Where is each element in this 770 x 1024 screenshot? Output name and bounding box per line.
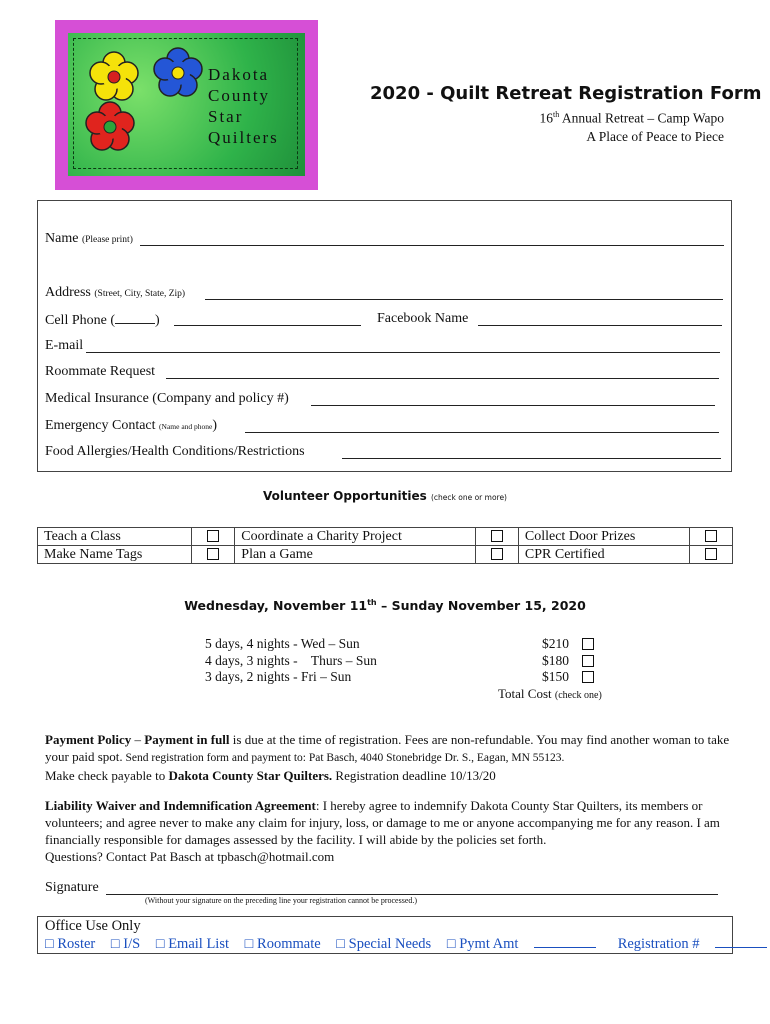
- logo-line-dakota: Dakota: [208, 65, 270, 84]
- medical-insurance-label: Medical Insurance (Company and policy #): [45, 391, 289, 406]
- liability-waiver: Liability Waiver and Indemnification Agreement: I hereby agree to indemnify Dakota County Star Quilters, its members or volunteers; and agree never to make any claim for injury, loss, or damage to me or anyone accompanying me for any reason. I am financially responsible for damages assessed by the facility. I will abide by the policies set forth. Questions? Contact Pat Basch at tpbasch@hotmail.com: [45, 798, 720, 864]
- volunteer-table: [37, 527, 733, 564]
- roommate-request-field[interactable]: [166, 378, 719, 379]
- payment-policy: Payment Policy – Payment in full is due at the time of registration. Fees are non-refundable. You may find another woman to take your paid spot. Send registration form and payment to: Pat Basch, 4040 Stonebridge Dr. S., Eagan, MN 55123. Make check payable to Dakota County Star Quilters. Registration deadline 10/13/20: [45, 732, 730, 783]
- emergency-contact-field[interactable]: [245, 432, 719, 433]
- table-row: [38, 528, 733, 546]
- email-label: E-mail: [45, 338, 84, 353]
- medical-insurance-field[interactable]: [311, 405, 715, 406]
- total-cost-label: Total Cost (check one): [498, 686, 602, 701]
- option-3-days: 3 days, 2 nights - Fri – Sun: [205, 669, 352, 684]
- option-5-days: 5 days, 4 nights - Wed – Sun: [205, 636, 360, 651]
- cell-phone-field[interactable]: [174, 325, 361, 326]
- table-row: [38, 546, 733, 564]
- logo-line-star: Star: [208, 107, 244, 126]
- roommate-request-label: Roommate Request: [45, 364, 156, 379]
- teach-class-checkbox[interactable]: [207, 530, 219, 542]
- office-roster[interactable]: □ Roster: [45, 936, 96, 952]
- office-use-row: [45, 935, 770, 953]
- office-payment-amount[interactable]: □ Pymt Amt: [447, 936, 608, 952]
- door-prizes-checkbox[interactable]: [705, 530, 717, 542]
- retreat-tagline: A Place of Peace to Piece: [586, 129, 724, 144]
- retreat-subtitle: 16th Annual Retreat – Camp Wapo: [539, 110, 724, 126]
- signature-field[interactable]: [106, 894, 718, 895]
- email-field[interactable]: [86, 352, 720, 353]
- name-tags-checkbox[interactable]: [207, 548, 219, 560]
- charity-project-checkbox[interactable]: [491, 530, 503, 542]
- cell-phone-label: Cell Phone ( ): [45, 313, 160, 328]
- red-flower-icon: [86, 102, 134, 150]
- address-field[interactable]: [205, 299, 723, 300]
- plan-game-checkbox[interactable]: [491, 548, 503, 560]
- food-allergies-field[interactable]: [342, 458, 721, 459]
- flower-icons: [80, 45, 210, 165]
- volunteer-option: Teach a Class: [38, 528, 192, 546]
- volunteer-option: Coordinate a Charity Project: [235, 528, 476, 546]
- retreat-dates: Wednesday, November 11th – Sunday November 15, 2020: [184, 598, 586, 614]
- logo-line-county: County: [208, 86, 271, 105]
- volunteer-option: Collect Door Prizes: [518, 528, 689, 546]
- form-title: 2020 - Quilt Retreat Registration Form: [370, 83, 762, 104]
- volunteer-option: Plan a Game: [235, 546, 476, 564]
- emergency-contact-label: Emergency Contact (Name and phone): [45, 418, 218, 433]
- signature-label: Signature: [45, 880, 99, 895]
- facebook-name-label: Facebook Name: [377, 311, 469, 326]
- price-3-days: $150: [542, 669, 569, 684]
- price-5-days: $210: [542, 636, 569, 651]
- option-4-days: 4 days, 3 nights - Thurs – Sun: [205, 653, 377, 668]
- price-4-days: $180: [542, 653, 569, 668]
- address-field-label: Address (Street, City, State, Zip): [45, 285, 186, 300]
- option-4-days-checkbox[interactable]: [582, 655, 594, 667]
- logo-text: [208, 64, 279, 148]
- cpr-certified-checkbox[interactable]: [705, 548, 717, 560]
- blue-flower-icon: [154, 48, 202, 96]
- volunteer-title: Volunteer Opportunities (check one or more): [262, 489, 507, 503]
- office-use-title: Office Use Only: [45, 918, 141, 934]
- signature-note: (Without your signature on the preceding line your registration cannot be processed.): [145, 896, 418, 905]
- yellow-flower-icon: [90, 52, 138, 100]
- food-allergies-label: Food Allergies/Health Conditions/Restrictions: [45, 444, 305, 459]
- office-email-list[interactable]: □ Email List: [155, 936, 230, 952]
- option-3-days-checkbox[interactable]: [582, 671, 594, 683]
- facebook-name-field[interactable]: [478, 325, 722, 326]
- volunteer-option: Make Name Tags: [38, 546, 192, 564]
- volunteer-option: CPR Certified: [518, 546, 689, 564]
- option-5-days-checkbox[interactable]: [582, 638, 594, 650]
- name-field-label: Name (Please print): [45, 231, 133, 246]
- office-roommate[interactable]: □ Roommate: [244, 936, 321, 952]
- name-field[interactable]: [140, 245, 724, 246]
- office-special-needs[interactable]: □ Special Needs: [336, 936, 432, 952]
- logo-line-quilters: Quilters: [208, 128, 279, 147]
- office-registration-number[interactable]: Registration #: [618, 936, 770, 952]
- office-is[interactable]: □ I/S: [110, 936, 141, 952]
